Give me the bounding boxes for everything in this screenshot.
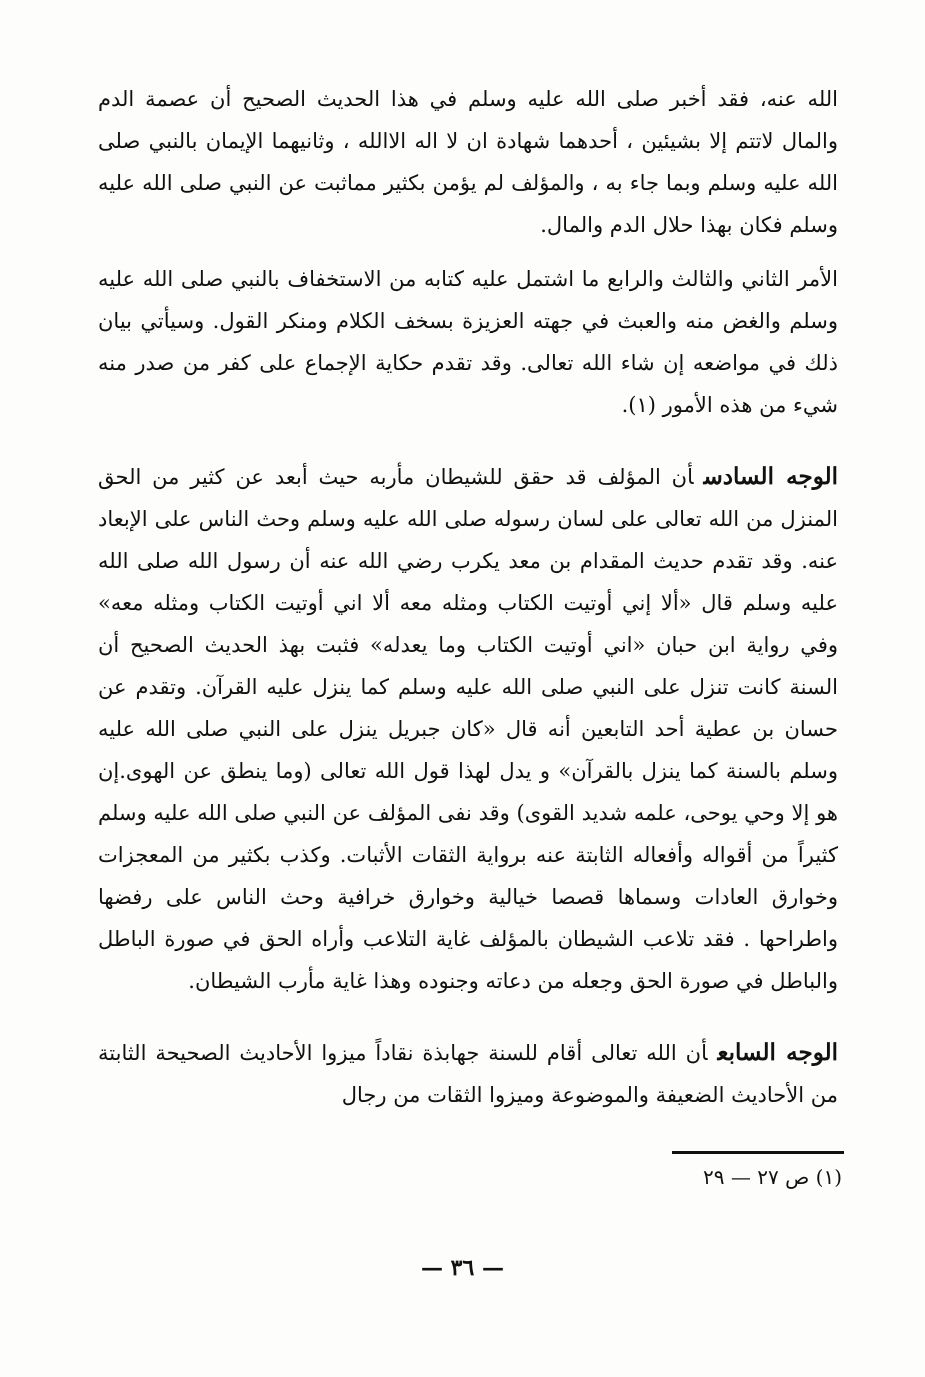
section-heading-sixth: الوجه السادس [703, 463, 838, 490]
paragraph-1 [98, 78, 838, 246]
section-heading-seventh: الوجه السابع [717, 1039, 838, 1066]
footnote: (١) ص ٢٧ — ٢٩ [703, 1165, 842, 1189]
paragraph-2-text: الأمر الثاني والثالث والرابع ما اشتمل عليه كتابه من الاستخفاف بالنبي صلى الله عليه وسلم والغض منه والعبث في جهته العزيزة بسخف الكلام ومنكر القول. وسيأتي بيان ذلك في مواضعه إن شاء الله تعالى. وقد تقدم حكاية الإجماع على كفر من صدر منه شيء من هذه الأمور (١). [98, 267, 838, 417]
paragraph-sixth-aspect [98, 456, 838, 1002]
main-text [98, 78, 838, 1116]
paragraph-seventh-aspect [98, 1032, 838, 1116]
paragraph-1-text: الله عنه، فقد أخبر صلى الله عليه وسلم في هذا الحديث الصحيح أن عصمة الدم والمال لاتتم إلا بشيئين ، أحدهما شهادة ان لا اله الاالله ، وثانيهما الإيمان بالنبي صلى الله عليه وسلم وبما جاء به ، والمؤلف لم يؤمن بكثير مماثبت عن النبي صلى الله عليه وسلم فكان بهذا حلال الدم والمال. [98, 87, 838, 237]
footnote-divider [672, 1151, 844, 1154]
paragraph-2 [98, 258, 838, 426]
paragraph-3-text: أن المؤلف قد حقق للشيطان مأربه حيث أبعد عن كثير من الحق المنزل من الله تعالى على لسان رسوله صلى الله عليه وسلم وحث الناس على الإبعاد عنه. وقد تقدم حديث المقدام بن معد يكرب رضي الله عنه أن رسول الله صلى الله عليه وسلم قال «ألا إني أوتيت الكتاب ومثله معه ألا اني أوتيت الكتاب ومثله معه» وفي رواية ابن حبان «اني أوتيت الكتاب وما يعدله» فثبت بهذ الحديث الصحيح أن السنة كانت تنزل على النبي صلى الله عليه وسلم كما ينزل عليه القرآن. وتقدم عن حسان بن عطية أحد التابعين أنه قال «كان جبريل ينزل على النبي صلى الله عليه وسلم بالسنة كما ينزل بالقرآن» و يدل لهذا قول الله تعالى (وما ينطق عن الهوى.إن هو إلا وحي يوحى، علمه شديد القوى) وقد نفى المؤلف عن النبي صلى الله عليه وسلم كثيراً من أقواله وأفعاله الثابتة عنه برواية الثقات الأثبات. وكذب بكثير من المعجزات وخوارق العادات وسماها قصصا خيالية وخوارق خرافية وحث الناس على رفضها واطراحها . فقد تلاعب الشيطان بالمؤلف غاية التلاعب وأراه الحق في صورة الباطل والباطل في صورة الحق وجعله من دعاته وجنوده وهذا غاية مأرب الشيطان. [98, 465, 838, 993]
page-number: — ٣٦ — [421, 1255, 504, 1281]
paragraph-4-text: أن الله تعالى أقام للسنة جهابذة نقاداً ميزوا الأحاديث الصحيحة الثابتة من الأحاديث الضعيفة والموضوعة وميزوا الثقات من رجال [98, 1041, 838, 1107]
